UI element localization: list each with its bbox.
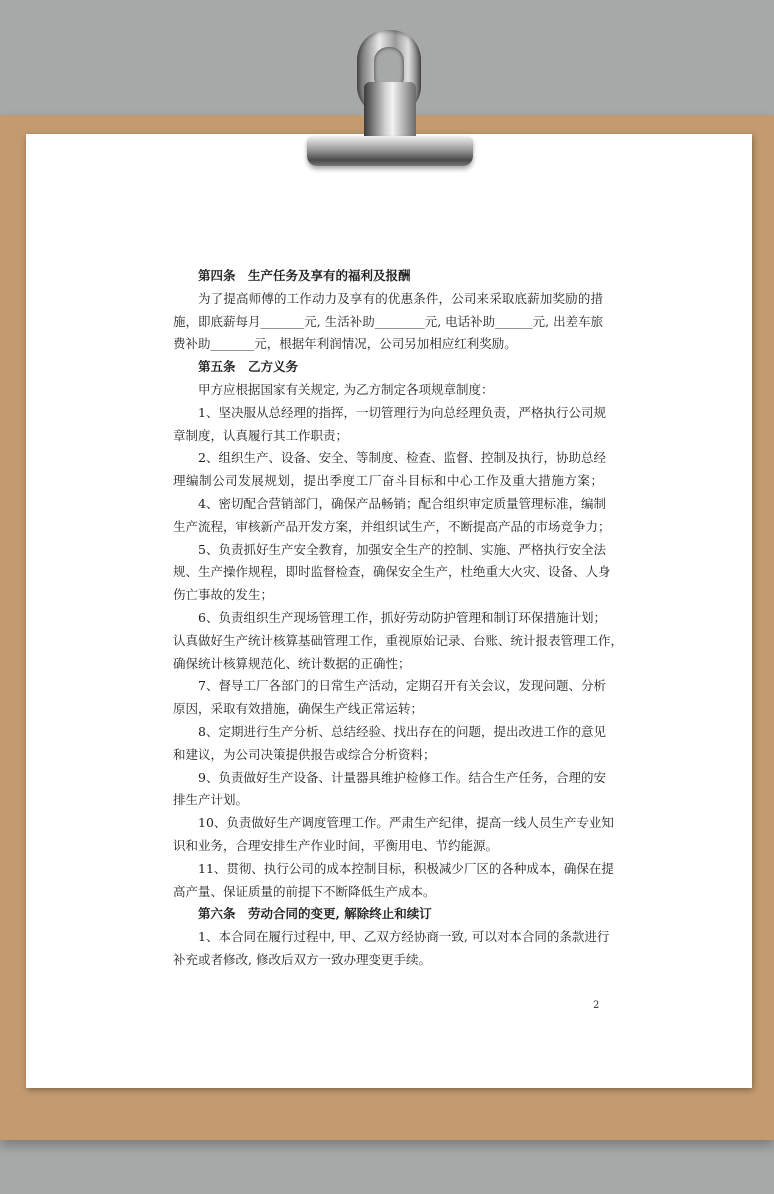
text-line: 4、密切配合营销部门，确保产品畅销；配合组织审定质量管理标准，编制 bbox=[198, 495, 606, 511]
text-line: 为了提高师傅的工作动力及享有的优惠条件，公司来采取底薪加奖励的措 bbox=[198, 290, 603, 306]
text-line: 6、负责组织生产现场管理工作，抓好劳动防护管理和制订环保措施计划； bbox=[198, 609, 606, 625]
text-line: 理编制公司发展规划，提出季度工厂奋斗目标和中心工作及重大措施方案； bbox=[173, 473, 603, 489]
text-line: 费补助_______元，根据年利润情况，公司另加相应红利奖励。 bbox=[173, 336, 517, 352]
text-line: 高产量、保证质量的前提下不断降低生产成本。 bbox=[173, 883, 436, 899]
text-line: 排生产计划。 bbox=[173, 792, 249, 808]
text-line: 补充或者修改, 修改后双方一致办理变更手续。 bbox=[173, 951, 431, 967]
text-line: 11、贯彻、执行公司的成本控制目标，积极减少厂区的各种成本，确保在提 bbox=[198, 860, 614, 876]
binder-clip-base bbox=[307, 136, 473, 166]
text-line: 确保统计核算规范化、统计数据的正确性； bbox=[173, 655, 411, 671]
section-heading: 第四条 生产任务及享有的福利及报酬 bbox=[198, 268, 411, 283]
text-line: 1、坚决服从总经理的指挥，一切管理行为向总经理负责，严格执行公司规 bbox=[198, 404, 606, 420]
section-heading: 第五条 乙方义务 bbox=[198, 359, 299, 375]
text-line: 伤亡事故的发生； bbox=[173, 587, 274, 603]
text-line: 1、本合同在履行过程中, 甲、乙双方经协商一致, 可以对本合同的条款进行 bbox=[198, 929, 610, 945]
text-line: 5、负责抓好生产安全教育，加强安全生产的控制、实施、严格执行安全法 bbox=[198, 541, 606, 557]
text-line: 规、生产操作规程，即时监督检查，确保安全生产，杜绝重大火灾、设备、人身 bbox=[173, 564, 611, 580]
text-line: 施，即底薪每月_______元, 生活补助________元, 电话补助______元, 出差车旅 bbox=[173, 313, 604, 329]
text-line: 章制度，认真履行其工作职责； bbox=[173, 427, 349, 443]
document-body bbox=[173, 265, 624, 972]
text-line: 8、定期进行生产分析、总结经验、找出存在的问题，提出改进工作的意见 bbox=[198, 723, 606, 739]
binder-clip-plate bbox=[364, 82, 416, 142]
section-heading: 第六条 劳动合同的变更, 解除终止和续订 bbox=[198, 906, 432, 922]
text-line: 7、督导工厂各部门的日常生产活动，定期召开有关会议，发现问题、分析 bbox=[198, 678, 606, 694]
text-line: 9、负责做好生产设备、计量器具维护检修工作。结合生产任务，合理的安 bbox=[198, 769, 606, 785]
text-line: 甲方应根据国家有关规定, 为乙方制定各项规章制度： bbox=[198, 381, 494, 397]
text-line: 生产流程，审核新产品开发方案，并组织试生产，不断提高产品的市场竞争力； bbox=[173, 518, 611, 534]
page-number: 2 bbox=[593, 1000, 600, 1011]
text-line: 识和业务，合理安排生产作业时间，平衡用电、节约能源。 bbox=[173, 837, 499, 853]
text-line: 和建议，为公司决策提供报告或综合分析资料； bbox=[173, 746, 436, 762]
text-line: 10、负责做好生产调度管理工作。严肃生产纪律，提高一线人员生产专业知 bbox=[198, 815, 614, 831]
text-line: 原因，采取有效措施，确保生产线正常运转； bbox=[173, 701, 424, 717]
text-line: 认真做好生产统计核算基础管理工作，重视原始记录、台账、统计报表管理工作， bbox=[173, 632, 624, 648]
text-line: 2、组织生产、设备、安全、等制度、检查、监督、控制及执行，协助总经 bbox=[198, 450, 606, 466]
